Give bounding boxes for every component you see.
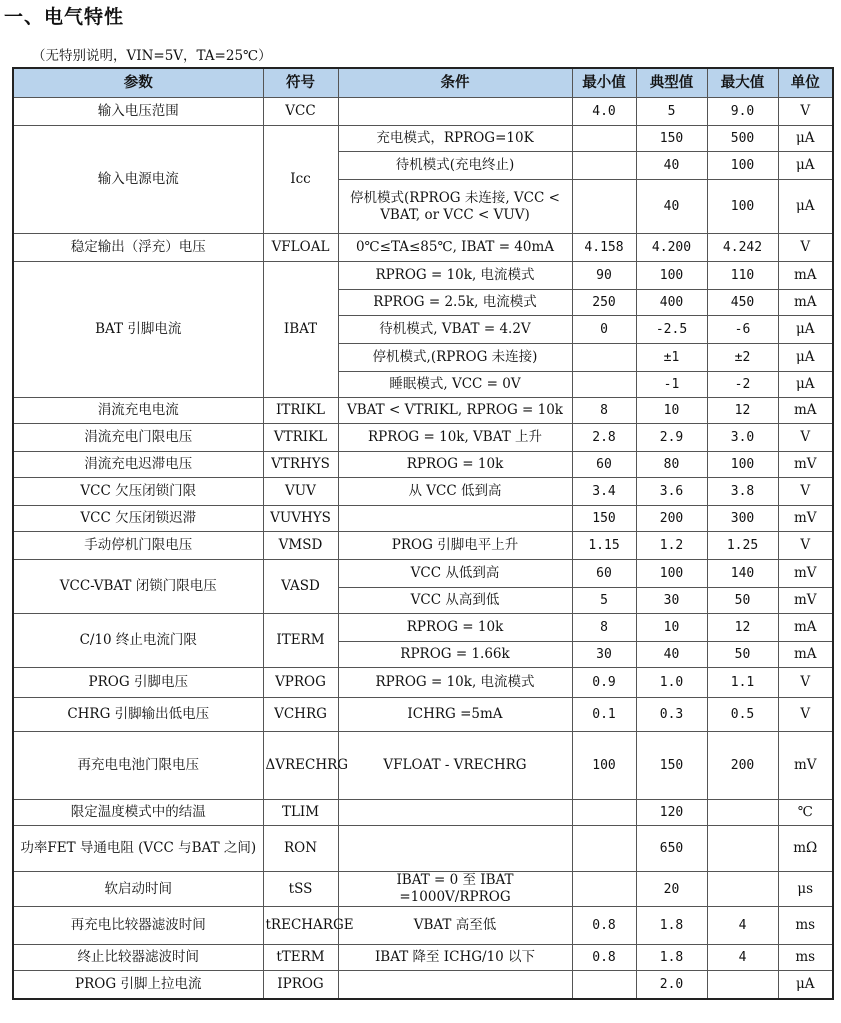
symbol-cell: VCC xyxy=(263,98,338,126)
condition-cell: RPROG = 10k, VBAT 上升 xyxy=(338,424,572,452)
table-row xyxy=(13,234,833,262)
table-row xyxy=(13,872,833,907)
condition-cell: 睡眠模式, VCC = 0V xyxy=(338,372,572,398)
header-row xyxy=(13,68,833,98)
conditions-note: （无特别说明，VIN=5V，TA=25℃） xyxy=(32,48,272,64)
condition-cell: VCC 从高到低 xyxy=(338,588,572,614)
table-row xyxy=(13,532,833,560)
header-min: 最小值 xyxy=(572,68,636,98)
min-cell xyxy=(572,872,636,907)
header-unit: 单位 xyxy=(778,68,833,98)
min-cell: 60 xyxy=(572,452,636,478)
table-row xyxy=(13,907,833,945)
param-cell: 输入电源电流 xyxy=(13,126,263,234)
max-cell xyxy=(707,872,778,907)
typ-cell: 0.3 xyxy=(636,698,707,732)
table-row xyxy=(13,478,833,506)
min-cell xyxy=(572,372,636,398)
param-cell: BAT 引脚电流 xyxy=(13,262,263,398)
max-cell: ±2 xyxy=(707,344,778,372)
electrical-characteristics-table xyxy=(12,67,834,1000)
param-cell: 再充电电池门限电压 xyxy=(13,732,263,800)
unit-cell: V xyxy=(778,424,833,452)
unit-cell: mV xyxy=(778,588,833,614)
symbol-cell: VTRHYS xyxy=(263,452,338,478)
param-cell: 稳定输出（浮充）电压 xyxy=(13,234,263,262)
typ-cell: 1.2 xyxy=(636,532,707,560)
typ-cell: 2.9 xyxy=(636,424,707,452)
min-cell: 3.4 xyxy=(572,478,636,506)
unit-cell: μA xyxy=(778,372,833,398)
max-cell xyxy=(707,800,778,826)
typ-cell: 150 xyxy=(636,126,707,152)
unit-cell: mΩ xyxy=(778,826,833,872)
typ-cell: 10 xyxy=(636,614,707,642)
min-cell: 150 xyxy=(572,506,636,532)
unit-cell: mA xyxy=(778,398,833,424)
param-cell: PROG 引脚电压 xyxy=(13,668,263,698)
typ-cell: 1.8 xyxy=(636,907,707,945)
symbol-cell: Icc xyxy=(263,126,338,234)
max-cell: -2 xyxy=(707,372,778,398)
symbol-cell: VPROG xyxy=(263,668,338,698)
max-cell: 50 xyxy=(707,588,778,614)
symbol-cell: TLIM xyxy=(263,800,338,826)
typ-cell: 10 xyxy=(636,398,707,424)
header-max: 最大值 xyxy=(707,68,778,98)
max-cell: 3.8 xyxy=(707,478,778,506)
typ-cell: 20 xyxy=(636,872,707,907)
condition-cell: ICHRG =5mA xyxy=(338,698,572,732)
min-cell: 4.158 xyxy=(572,234,636,262)
min-cell: 0.1 xyxy=(572,698,636,732)
table-row xyxy=(13,668,833,698)
table-row xyxy=(13,800,833,826)
section-heading: 一、电气特性 xyxy=(4,6,125,28)
condition-cell xyxy=(338,826,572,872)
min-cell: 2.8 xyxy=(572,424,636,452)
min-cell: 100 xyxy=(572,732,636,800)
typ-cell: 100 xyxy=(636,262,707,290)
min-cell xyxy=(572,344,636,372)
unit-cell: mV xyxy=(778,732,833,800)
condition-cell: 停机模式,(RPROG 未连接) xyxy=(338,344,572,372)
symbol-cell: VFLOAL xyxy=(263,234,338,262)
max-cell: -6 xyxy=(707,316,778,344)
unit-cell: μA xyxy=(778,126,833,152)
max-cell: 300 xyxy=(707,506,778,532)
symbol-cell: VASD xyxy=(263,560,338,614)
min-cell xyxy=(572,826,636,872)
condition-cell xyxy=(338,506,572,532)
symbol-cell: RON xyxy=(263,826,338,872)
typ-cell: 80 xyxy=(636,452,707,478)
max-cell: 4.242 xyxy=(707,234,778,262)
max-cell: 100 xyxy=(707,152,778,180)
condition-cell: IBAT = 0 至 IBAT =1000V/RPROG xyxy=(338,872,572,907)
min-cell: 0 xyxy=(572,316,636,344)
symbol-cell: VUV xyxy=(263,478,338,506)
condition-cell: RPROG = 10k xyxy=(338,614,572,642)
min-cell: 4.0 xyxy=(572,98,636,126)
unit-cell: mA xyxy=(778,614,833,642)
param-cell: 限定温度模式中的结温 xyxy=(13,800,263,826)
condition-cell: 充电模式，RPROG=10K xyxy=(338,126,572,152)
typ-cell: 1.8 xyxy=(636,945,707,971)
table-row xyxy=(13,560,833,588)
param-cell: 涓流充电电流 xyxy=(13,398,263,424)
table-row xyxy=(13,506,833,532)
table-row xyxy=(13,698,833,732)
typ-cell: 120 xyxy=(636,800,707,826)
max-cell: 100 xyxy=(707,452,778,478)
max-cell xyxy=(707,971,778,999)
unit-cell: μA xyxy=(778,971,833,999)
param-cell: VCC-VBAT 闭锁门限电压 xyxy=(13,560,263,614)
unit-cell: mA xyxy=(778,290,833,316)
param-cell: 涓流充电迟滞电压 xyxy=(13,452,263,478)
min-cell xyxy=(572,180,636,234)
min-cell: 0.9 xyxy=(572,668,636,698)
param-cell: PROG 引脚上拉电流 xyxy=(13,971,263,999)
typ-cell: 40 xyxy=(636,152,707,180)
min-cell: 0.8 xyxy=(572,945,636,971)
typ-cell: 100 xyxy=(636,560,707,588)
symbol-cell: IPROG xyxy=(263,971,338,999)
min-cell xyxy=(572,152,636,180)
typ-cell: -2.5 xyxy=(636,316,707,344)
unit-cell: ms xyxy=(778,907,833,945)
min-cell: 60 xyxy=(572,560,636,588)
unit-cell: μA xyxy=(778,152,833,180)
unit-cell: μA xyxy=(778,180,833,234)
symbol-cell: tTERM xyxy=(263,945,338,971)
unit-cell: μA xyxy=(778,316,833,344)
typ-cell: 40 xyxy=(636,180,707,234)
max-cell: 3.0 xyxy=(707,424,778,452)
typ-cell: 200 xyxy=(636,506,707,532)
condition-cell: VBAT 高至低 xyxy=(338,907,572,945)
min-cell: 0.8 xyxy=(572,907,636,945)
max-cell: 100 xyxy=(707,180,778,234)
param-cell: 软启动时间 xyxy=(13,872,263,907)
typ-cell: 2.0 xyxy=(636,971,707,999)
table-row xyxy=(13,614,833,642)
param-cell: 再充电比较器滤波时间 xyxy=(13,907,263,945)
max-cell: 4 xyxy=(707,907,778,945)
unit-cell: mA xyxy=(778,262,833,290)
symbol-cell: tRECHARGE xyxy=(263,907,338,945)
symbol-cell: tSS xyxy=(263,872,338,907)
unit-cell: V xyxy=(778,668,833,698)
min-cell: 250 xyxy=(572,290,636,316)
max-cell: 4 xyxy=(707,945,778,971)
unit-cell: mA xyxy=(778,642,833,668)
condition-cell: RPROG = 10k, 电流模式 xyxy=(338,262,572,290)
condition-cell: VCC 从低到高 xyxy=(338,560,572,588)
table-row xyxy=(13,126,833,152)
param-cell: 功率FET 导通电阻 (VCC 与BAT 之间) xyxy=(13,826,263,872)
condition-cell: 从 VCC 低到高 xyxy=(338,478,572,506)
unit-cell: mV xyxy=(778,560,833,588)
typ-cell: 4.200 xyxy=(636,234,707,262)
condition-cell: 停机模式(RPROG 未连接, VCC < VBAT, or VCC < VUV) xyxy=(338,180,572,234)
table-row xyxy=(13,826,833,872)
max-cell: 500 xyxy=(707,126,778,152)
typ-cell: ±1 xyxy=(636,344,707,372)
max-cell: 200 xyxy=(707,732,778,800)
unit-cell: mV xyxy=(778,506,833,532)
typ-cell: -1 xyxy=(636,372,707,398)
unit-cell: V xyxy=(778,478,833,506)
table-row xyxy=(13,424,833,452)
table-row xyxy=(13,398,833,424)
min-cell xyxy=(572,971,636,999)
condition-cell: RPROG = 10k xyxy=(338,452,572,478)
min-cell xyxy=(572,126,636,152)
condition-cell: 待机模式(充电终止) xyxy=(338,152,572,180)
typ-cell: 40 xyxy=(636,642,707,668)
condition-cell xyxy=(338,800,572,826)
symbol-cell: VUVHYS xyxy=(263,506,338,532)
symbol-cell: IBAT xyxy=(263,262,338,398)
max-cell: 50 xyxy=(707,642,778,668)
header-param: 参数 xyxy=(13,68,263,98)
min-cell: 90 xyxy=(572,262,636,290)
param-cell: C/10 终止电流门限 xyxy=(13,614,263,668)
unit-cell: V xyxy=(778,234,833,262)
param-cell: 输入电压范围 xyxy=(13,98,263,126)
condition-cell: RPROG = 1.66k xyxy=(338,642,572,668)
typ-cell: 3.6 xyxy=(636,478,707,506)
max-cell: 140 xyxy=(707,560,778,588)
unit-cell: mV xyxy=(778,452,833,478)
condition-cell: 0℃≤TA≤85℃, IBAT = 40mA xyxy=(338,234,572,262)
header-typ: 典型值 xyxy=(636,68,707,98)
header-symbol: 符号 xyxy=(263,68,338,98)
table-row xyxy=(13,452,833,478)
symbol-cell: ΔVRECHRG xyxy=(263,732,338,800)
condition-cell: PROG 引脚电平上升 xyxy=(338,532,572,560)
min-cell: 8 xyxy=(572,614,636,642)
param-cell: 终止比较器滤波时间 xyxy=(13,945,263,971)
unit-cell: V xyxy=(778,698,833,732)
condition-cell: 待机模式, VBAT = 4.2V xyxy=(338,316,572,344)
condition-cell xyxy=(338,98,572,126)
header-condition: 条件 xyxy=(338,68,572,98)
max-cell xyxy=(707,826,778,872)
typ-cell: 30 xyxy=(636,588,707,614)
table-row xyxy=(13,262,833,290)
table-row xyxy=(13,732,833,800)
min-cell: 8 xyxy=(572,398,636,424)
max-cell: 12 xyxy=(707,398,778,424)
max-cell: 1.1 xyxy=(707,668,778,698)
symbol-cell: ITERM xyxy=(263,614,338,668)
max-cell: 110 xyxy=(707,262,778,290)
condition-cell: RPROG = 10k, 电流模式 xyxy=(338,668,572,698)
max-cell: 1.25 xyxy=(707,532,778,560)
max-cell: 12 xyxy=(707,614,778,642)
param-cell: VCC 欠压闭锁迟滞 xyxy=(13,506,263,532)
max-cell: 450 xyxy=(707,290,778,316)
table-row xyxy=(13,98,833,126)
min-cell xyxy=(572,800,636,826)
typ-cell: 1.0 xyxy=(636,668,707,698)
typ-cell: 650 xyxy=(636,826,707,872)
symbol-cell: VMSD xyxy=(263,532,338,560)
min-cell: 5 xyxy=(572,588,636,614)
typ-cell: 400 xyxy=(636,290,707,316)
condition-cell xyxy=(338,971,572,999)
symbol-cell: VCHRG xyxy=(263,698,338,732)
min-cell: 1.15 xyxy=(572,532,636,560)
condition-cell: VFLOAT - VRECHRG xyxy=(338,732,572,800)
unit-cell: ms xyxy=(778,945,833,971)
max-cell: 9.0 xyxy=(707,98,778,126)
table-row xyxy=(13,945,833,971)
unit-cell: μs xyxy=(778,872,833,907)
condition-cell: IBAT 降至 ICHG/10 以下 xyxy=(338,945,572,971)
table-row xyxy=(13,971,833,999)
condition-cell: VBAT < VTRIKL, RPROG = 10k xyxy=(338,398,572,424)
param-cell: VCC 欠压闭锁门限 xyxy=(13,478,263,506)
symbol-cell: ITRIKL xyxy=(263,398,338,424)
unit-cell: ℃ xyxy=(778,800,833,826)
param-cell: 涓流充电门限电压 xyxy=(13,424,263,452)
unit-cell: V xyxy=(778,532,833,560)
condition-cell: RPROG = 2.5k, 电流模式 xyxy=(338,290,572,316)
symbol-cell: VTRIKL xyxy=(263,424,338,452)
typ-cell: 150 xyxy=(636,732,707,800)
param-cell: 手动停机门限电压 xyxy=(13,532,263,560)
max-cell: 0.5 xyxy=(707,698,778,732)
unit-cell: V xyxy=(778,98,833,126)
unit-cell: μA xyxy=(778,344,833,372)
param-cell: CHRG 引脚输出低电压 xyxy=(13,698,263,732)
min-cell: 30 xyxy=(572,642,636,668)
typ-cell: 5 xyxy=(636,98,707,126)
